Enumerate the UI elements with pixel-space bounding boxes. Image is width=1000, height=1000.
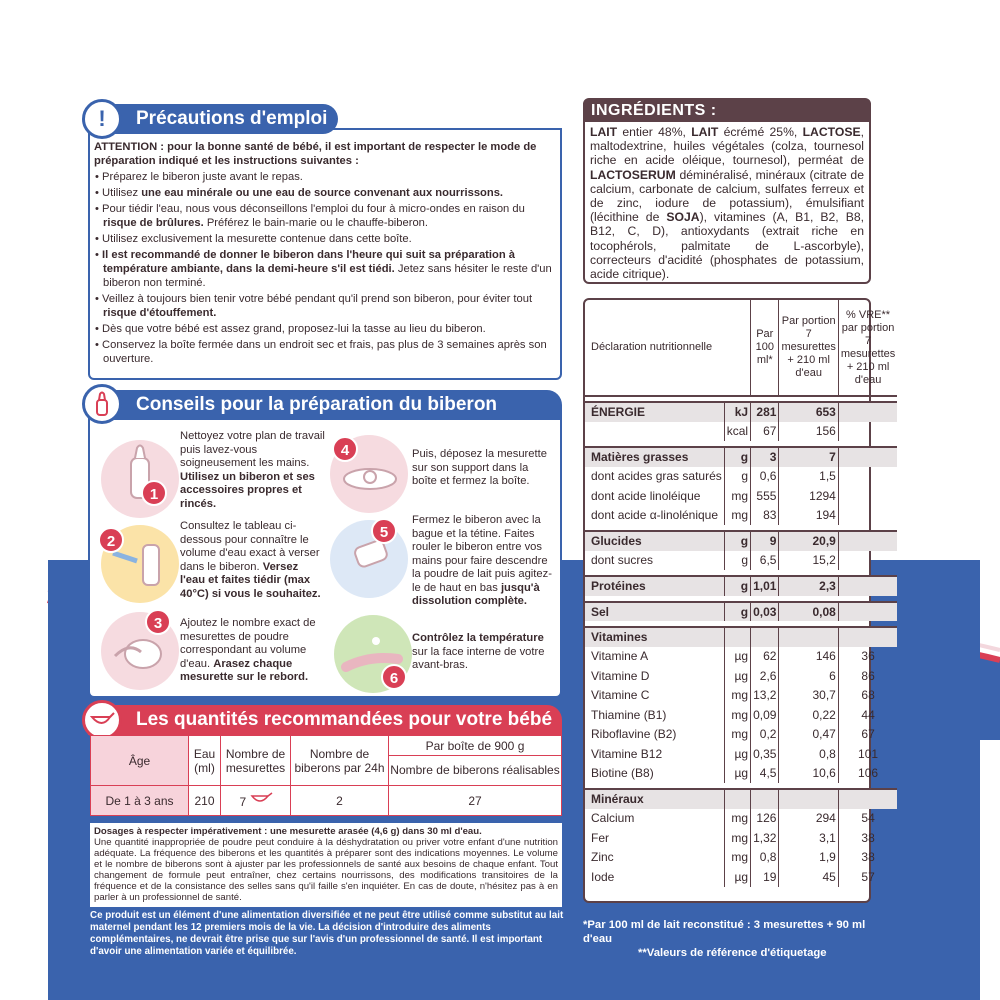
baby-bottle-icon [82, 384, 122, 424]
nutri-label: Protéines [585, 576, 724, 596]
nutri-row [585, 686, 897, 706]
nutri-unit: mg [724, 686, 750, 706]
nutri-label: dont sucres [585, 551, 724, 571]
nutri-row [585, 705, 897, 725]
nutri-row [585, 764, 897, 784]
precautions-header [88, 104, 338, 134]
nutri-header-par100: Par 100 ml* [751, 300, 779, 396]
nutri-value: 19 [751, 867, 779, 887]
nutri-unit: mg [724, 828, 750, 848]
nutri-label: Minéraux [585, 789, 724, 809]
nutri-value: 0,8 [779, 744, 838, 764]
nutri-value [838, 602, 897, 622]
scoop-icon [82, 700, 122, 740]
nutri-unit: µg [724, 744, 750, 764]
nutri-unit [724, 627, 750, 647]
nutri-value: 1,32 [751, 828, 779, 848]
nutri-label: dont acides gras saturés [585, 467, 724, 487]
nutri-value: 146 [779, 647, 838, 667]
step-3-badge: 3 [145, 609, 171, 635]
exclamation-icon: ! [82, 99, 122, 139]
nutri-unit: µg [724, 764, 750, 784]
nutri-row [585, 647, 897, 667]
step-1-text: Nettoyez votre plan de travail puis lavez-vous soigneusement les mains. Utilisez un biberon et ses accessoires propres et rincés. [180, 430, 325, 510]
nutri-value [751, 789, 779, 809]
nutri-unit: g [724, 602, 750, 622]
nutri-row [585, 551, 897, 571]
nutri-value [838, 789, 897, 809]
nutrition-panel [583, 298, 896, 903]
nutri-unit: mg [724, 506, 750, 526]
precaution-item: • Dès que votre bébé est assez grand, proposez-lui la tasse au lieu du biberon. [95, 323, 486, 335]
nutri-value: 83 [751, 506, 779, 526]
nutri-value: 6,5 [751, 551, 779, 571]
conseils-header [88, 390, 562, 420]
nutri-header-vre: % VRE** par portion 7 mesurettes + 210 ml d'eau [838, 300, 897, 396]
step-3-text: Ajoutez le nombre exact de mesurettes de poudre correspondant au volume d'eau. Arasez chaque mesurette sur le rebord. [180, 617, 316, 683]
header-age: Âge [91, 736, 189, 786]
nutri-value: 0,35 [751, 744, 779, 764]
nutri-label: Riboflavine (B2) [585, 725, 724, 745]
nutri-value: 2,3 [779, 576, 838, 596]
nutri-label: ÉNERGIE [585, 402, 724, 422]
step-2-text: Consultez le tableau ci-dessous pour connaître le volume d'eau exact à verser dans le biberon. Versez l'eau et faites tiédir (max 40°C) si vous le souhaitez. [180, 520, 321, 600]
nutri-value: 13,2 [751, 686, 779, 706]
nutri-label: Vitamines [585, 627, 724, 647]
conseils-title: Conseils pour la préparation du biberon [136, 394, 498, 415]
precautions-intro: ATTENTION : pour la bonne santé de bébé, il est important de respecter le mode de préparation indiqué et les instructions suivantes : [94, 141, 537, 167]
nutri-value: 10,6 [779, 764, 838, 784]
precaution-item: • Préparez le biberon juste avant le repas. [95, 171, 303, 183]
nutri-label: Zinc [585, 848, 724, 868]
nutri-row [585, 744, 897, 764]
nutri-header-portion: Par portion 7 mesurettes + 210 ml d'eau [779, 300, 838, 396]
nutri-unit: g [724, 447, 750, 467]
nutri-value: 15,2 [779, 551, 838, 571]
nutri-value: 0,03 [751, 602, 779, 622]
nutri-row [585, 506, 897, 526]
nutri-row-energie-kj [585, 402, 897, 422]
nutri-value: 62 [751, 647, 779, 667]
precaution-item: • Il est recommandé de donner le biberon dans l'heure qui suit sa préparation à température ambiante, dans la demi-heure s'il est tiédi. Jetez sans hésiter le reste d'un biberon non terminé. [95, 249, 552, 289]
precaution-item: • Conservez la boîte fermée dans un endroit sec et frais, pas plus de 3 semaines après son ouverture. [95, 339, 547, 365]
row-age: De 1 à 3 ans [91, 786, 189, 816]
nutri-unit: g [724, 576, 750, 596]
nutri-row-proteines [585, 576, 897, 596]
step-6-text: Contrôlez la température sur la face interne de votre avant-bras. [412, 632, 545, 671]
quantities-title: Les quantités recommandées pour votre bébé [136, 709, 553, 730]
nutri-value: 1,9 [779, 848, 838, 868]
nutri-value: 156 [779, 422, 838, 442]
nutri-row [585, 848, 897, 868]
nutri-label: dont acide linoléique [585, 486, 724, 506]
nutri-unit: mg [724, 809, 750, 829]
nutri-value [838, 486, 897, 506]
nutri-row-mineraux [585, 789, 897, 809]
nutri-label: Vitamine D [585, 666, 724, 686]
nutri-value: 1,01 [751, 576, 779, 596]
nutri-value: 0,22 [779, 705, 838, 725]
nutri-label: dont acide α-linolénique [585, 506, 724, 526]
nutri-unit: mg [724, 486, 750, 506]
nutri-unit: mg [724, 705, 750, 725]
nutri-label: Biotine (B8) [585, 764, 724, 784]
nutri-value: 36 [861, 649, 875, 664]
nutri-value [838, 551, 897, 571]
nutri-value: 38 [861, 830, 875, 845]
nutrition-table [585, 300, 897, 887]
header-eau: Eau (ml) [189, 736, 221, 786]
ingredients-text: LAIT entier 48%, LAIT écrémé 25%, LACTOSE, maltodextrine, huiles végétales (colza, tournesol riche en acide oléique, tournesol), perméat de LACTOSERUM déminéralisé, minéraux (citrate de calcium, carbonate de calcium, sulfates ferreux et de zinc, iodure de potassium), émulsifiant (lécithine de SOJA), vitamines (A, B1, B2, B8, B12, C, D), antioxydants (extrait riche en tocophérols, palmitate de L-ascorbyle), correcteurs d'acidité (phosphates de potassium, acide citrique). [590, 125, 864, 282]
nutri-value: 1294 [779, 486, 838, 506]
quantities-header [88, 705, 562, 735]
nutri-value [838, 627, 897, 647]
precaution-item: • Utilisez exclusivement la mesurette contenue dans cette boîte. [95, 233, 412, 245]
step-1-badge: 1 [141, 480, 167, 506]
nutri-label [585, 422, 724, 442]
nutri-row [585, 486, 897, 506]
nutri-value: 0,6 [751, 467, 779, 487]
scoop-small-icon [250, 792, 272, 806]
nutri-row-vitamines [585, 627, 897, 647]
dosage-text: Une quantité inappropriée de poudre peut conduire à la déshydratation ou priver votre enfant d'une nutrition adéquate. La fréquence des biberons et les quantités à préparer sont des indications moyennes. Le volume et le nombre de biberons sont à ajuster par les professionnels de santé aux besoins de chaque enfant. Tout changement de formule peut entraîner, chez certains nourrissons, des modifications transitoires de la fréquence et de la consistance des selles sans qu'il faille s'en inquiéter. En cas de doute, n'hésitez pas à en parler à un professionnel de santé. [94, 837, 558, 903]
nutri-unit: µg [724, 867, 750, 887]
nutri-value [838, 447, 897, 467]
nutri-value: 2,6 [751, 666, 779, 686]
precaution-item: • Veillez à toujours bien tenir votre bébé pendant qu'il prend son biberon, pour éviter tout risque d'étouffement. [95, 293, 533, 319]
step-4-text: Puis, déposez la mesurette sur son support dans la boîte et fermez la boîte. [412, 448, 547, 487]
nutri-value: 3 [751, 447, 779, 467]
nutri-row [585, 467, 897, 487]
nutri-value: 30,7 [779, 686, 838, 706]
row-biberons: 2 [291, 786, 389, 816]
disclaimer: Ce produit est un élément d'une alimentation diversifiée et ne peut être utilisé comme substitut au lait maternel pendant les 12 premiers mois de la vie. La décision d'introduire des aliments complémentaires, ne devrait être prise que sur l'avis d'un professionnel de santé. Il est important d'avoir une alimentation variée et équilibrée. [90, 910, 564, 957]
step-1-illustration [101, 440, 179, 518]
header-biberons: Nombre de biberons par 24h [291, 736, 389, 786]
nutri-unit: µg [724, 666, 750, 686]
nutri-row [585, 725, 897, 745]
nutri-value: 106 [858, 766, 879, 781]
nutri-label: Iode [585, 867, 724, 887]
step-5-text: Fermez le biberon avec la bague et la tétine. Faites rouler le biberon entre vos mains pour faire descendre la poudre de lait puis agitez-le de haut en bas jusqu'à dissolution complète. [412, 514, 552, 607]
step-4-badge: 4 [332, 436, 358, 462]
nutri-unit: g [724, 531, 750, 551]
nutri-unit: g [724, 551, 750, 571]
nutri-value: 4,5 [751, 764, 779, 784]
nutri-unit: g [724, 467, 750, 487]
nutri-value [838, 576, 897, 596]
nutri-value: 0,2 [751, 725, 779, 745]
precautions-title: Précautions d'emploi [136, 108, 328, 129]
footnotes [583, 918, 883, 960]
nutri-value: 86 [861, 668, 875, 683]
nutri-value: 281 [751, 402, 779, 422]
nutri-label: Vitamine C [585, 686, 724, 706]
nutri-value [838, 531, 897, 551]
header-boite: Par boîte de 900 g [389, 736, 562, 756]
nutri-value: 67 [751, 422, 779, 442]
nutri-unit: kJ [724, 402, 750, 422]
dosage-note [90, 823, 562, 907]
nutri-label: Vitamine A [585, 647, 724, 667]
nutri-value: 0,08 [779, 602, 838, 622]
nutri-value [838, 467, 897, 487]
nutri-value: 194 [779, 506, 838, 526]
nutri-value: 54 [861, 811, 875, 826]
quantities-table [90, 735, 562, 816]
nutri-unit: kcal [724, 422, 750, 442]
row-eau: 210 [189, 786, 221, 816]
precautions-text [94, 140, 556, 368]
nutri-label: Thiamine (B1) [585, 705, 724, 725]
header-realisables: Nombre de biberons réalisables [389, 756, 562, 786]
precaution-item: • Pour tiédir l'eau, nous vous déconseillons l'emploi du four à micro-ondes en raison du risque de brûlures. Préférez le bain-marie ou le chauffe-biberon. [95, 203, 525, 229]
nutri-row [585, 666, 897, 686]
nutri-unit: mg [724, 848, 750, 868]
ingredients-panel [583, 98, 871, 284]
nutri-value: 0,8 [751, 848, 779, 868]
nutri-value: 653 [779, 402, 838, 422]
nutri-value: 294 [779, 809, 838, 829]
nutri-value: 9 [751, 531, 779, 551]
nutri-value: 101 [858, 746, 879, 761]
nutri-value [838, 422, 897, 442]
nutri-value: 38 [861, 850, 875, 865]
ingredients-title: INGRÉDIENTS : [585, 100, 869, 122]
nutri-value: 57 [861, 869, 875, 884]
nutri-header-declaration: Déclaration nutritionnelle [585, 300, 751, 396]
nutri-row [585, 809, 897, 829]
footnote-2: **Valeurs de référence d'étiquetage [638, 947, 827, 959]
nutri-row-sel [585, 602, 897, 622]
dosage-bold: Dosages à respecter impérativement : une mesurette arasée (4,6 g) dans 30 ml d'eau. [94, 826, 482, 837]
row-mesurettes: 7 [221, 786, 291, 816]
nutri-label: Calcium [585, 809, 724, 829]
nutri-value: 126 [751, 809, 779, 829]
nutri-unit: µg [724, 647, 750, 667]
nutri-row [585, 867, 897, 887]
nutri-value [779, 627, 838, 647]
step-2-badge: 2 [98, 527, 124, 553]
nutri-row-graisses [585, 447, 897, 467]
nutri-label: Fer [585, 828, 724, 848]
nutri-label: Glucides [585, 531, 724, 551]
nutri-value: 3,1 [779, 828, 838, 848]
nutri-unit: mg [724, 725, 750, 745]
nutri-value: 20,9 [779, 531, 838, 551]
nutri-value: 555 [751, 486, 779, 506]
precaution-item: • Utilisez une eau minérale ou une eau de source convenant aux nourrissons. [95, 187, 504, 199]
nutri-row-glucides [585, 531, 897, 551]
nutri-row [585, 828, 897, 848]
nutri-value: 44 [861, 707, 875, 722]
header-mesurettes: Nombre de mesurettes [221, 736, 291, 786]
nutri-value [838, 506, 897, 526]
nutri-label: Sel [585, 602, 724, 622]
nutri-label: Vitamine B12 [585, 744, 724, 764]
nutri-value [751, 627, 779, 647]
nutri-unit [724, 789, 750, 809]
nutri-value: 68 [861, 688, 875, 703]
footnote-1: *Par 100 ml de lait reconstitué : 3 mesurettes + 90 ml d'eau [583, 919, 866, 945]
nutri-value: 0,47 [779, 725, 838, 745]
nutri-label: Matières grasses [585, 447, 724, 467]
nutri-value [838, 402, 897, 422]
nutri-value: 0,09 [751, 705, 779, 725]
nutri-value [779, 789, 838, 809]
nutri-value: 6 [779, 666, 838, 686]
row-realisables: 27 [389, 786, 562, 816]
nutri-value: 7 [779, 447, 838, 467]
nutri-value: 1,5 [779, 467, 838, 487]
nutri-value: 45 [779, 867, 838, 887]
step-6-badge: 6 [381, 664, 407, 690]
step-5-badge: 5 [371, 518, 397, 544]
nutri-row-energie-kcal [585, 422, 897, 442]
nutri-value: 67 [861, 727, 875, 742]
